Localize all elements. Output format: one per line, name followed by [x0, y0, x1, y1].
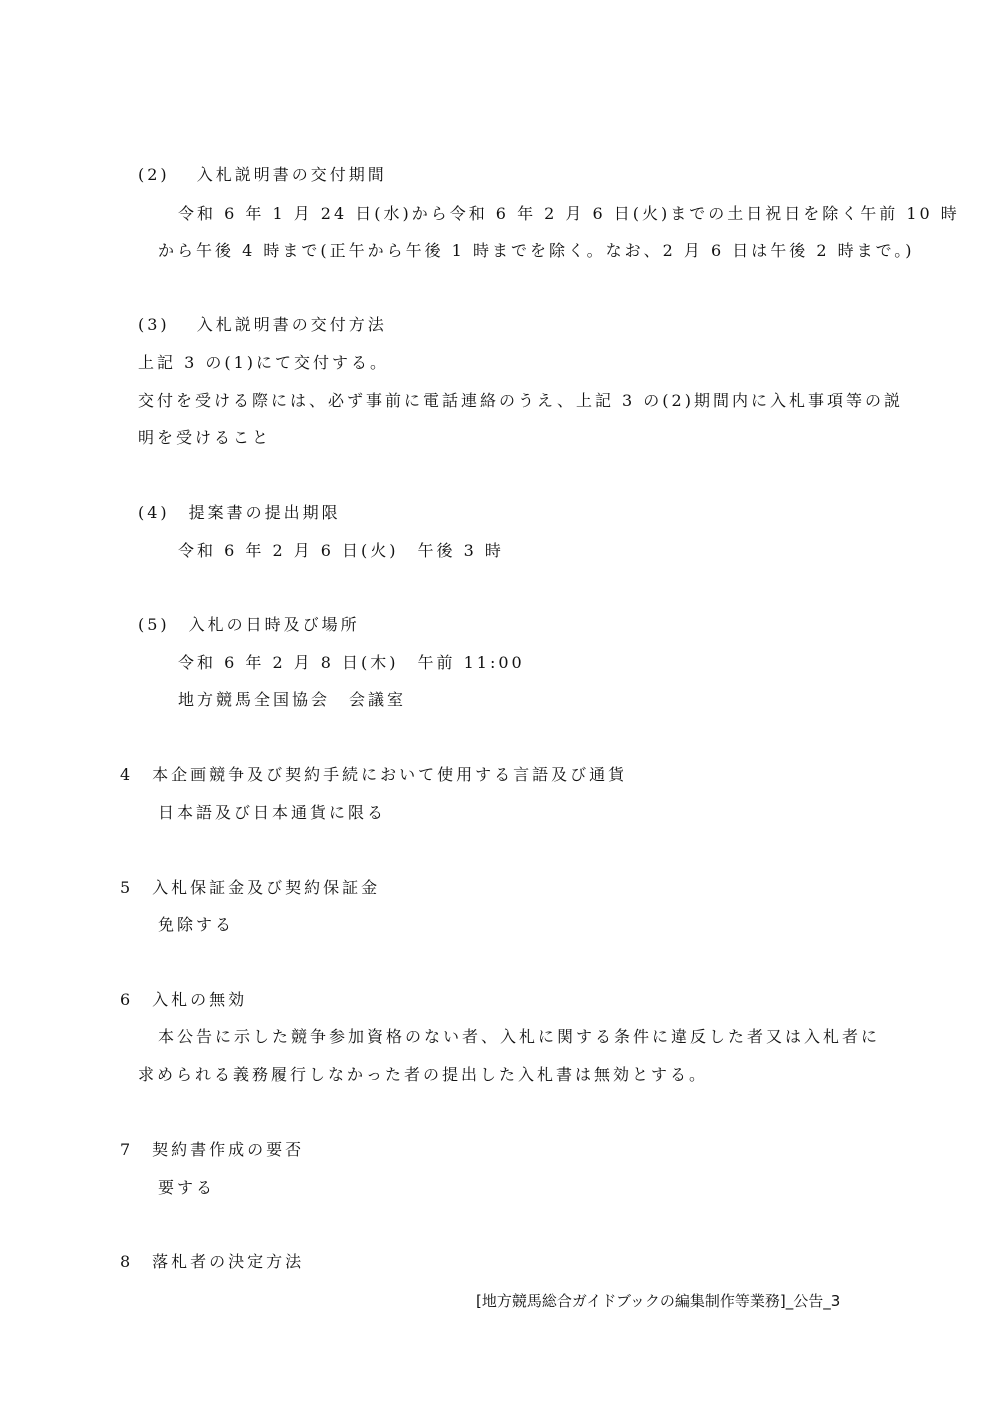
subsection-4-heading: (4) 提案書の提出期限	[138, 503, 341, 522]
subsection-3-text-line-1: 上記 3 の(1)にて交付する。	[138, 353, 390, 372]
subsection-5-text-line-2: 地方競馬全国協会 会議室	[178, 690, 407, 709]
section-4-text: 日本語及び日本通貨に限る	[158, 803, 387, 822]
subsection-3-heading: (3) 入札説明書の交付方法	[138, 315, 387, 334]
subsection-2-text-line-1: 令和 6 年 1 月 24 日(水)から令和 6 年 2 月 6 日(火)までの土日祝日を除く午前 10 時	[178, 204, 960, 223]
section-8-heading: 8 落札者の決定方法	[120, 1252, 305, 1271]
subsection-2-heading: (2) 入札説明書の交付期間	[138, 165, 387, 184]
section-7-text: 要する	[158, 1178, 216, 1197]
subsection-2-text-line-2: から午後 4 時まで(正午から午後 1 時までを除く。なお、2 月 6 日は午後 2 時まで。)	[158, 241, 915, 260]
section-6-text-line-1: 本公告に示した競争参加資格のない者、入札に関する条件に違反した者又は入札者に	[158, 1027, 881, 1046]
section-6-heading: 6 入札の無効	[120, 990, 248, 1009]
subsection-3-text-line-3: 明を受けること	[138, 428, 272, 447]
subsection-4-text: 令和 6 年 2 月 6 日(火) 午後 3 時	[178, 541, 504, 560]
section-6-text-line-2: 求められる義務履行しなかった者の提出した入札書は無効とする。	[138, 1065, 709, 1084]
section-7-heading: 7 契約書作成の要否	[120, 1140, 305, 1159]
section-5-heading: 5 入札保証金及び契約保証金	[120, 878, 381, 897]
section-4-heading: 4 本企画競争及び契約手続において使用する言語及び通貨	[120, 765, 628, 784]
subsection-5-text-line-1: 令和 6 年 2 月 8 日(木) 午前 11:00	[178, 653, 525, 672]
subsection-5-heading: (5) 入札の日時及び場所	[138, 615, 360, 634]
section-5-text: 免除する	[158, 915, 235, 934]
page-footer: [地方競馬総合ガイドブックの編集制作等業務]_公告_3	[476, 1292, 841, 1310]
subsection-3-text-line-2: 交付を受ける際には、必ず事前に電話連絡のうえ、上記 3 の(2)期間内に入札事項等の説	[138, 391, 903, 410]
